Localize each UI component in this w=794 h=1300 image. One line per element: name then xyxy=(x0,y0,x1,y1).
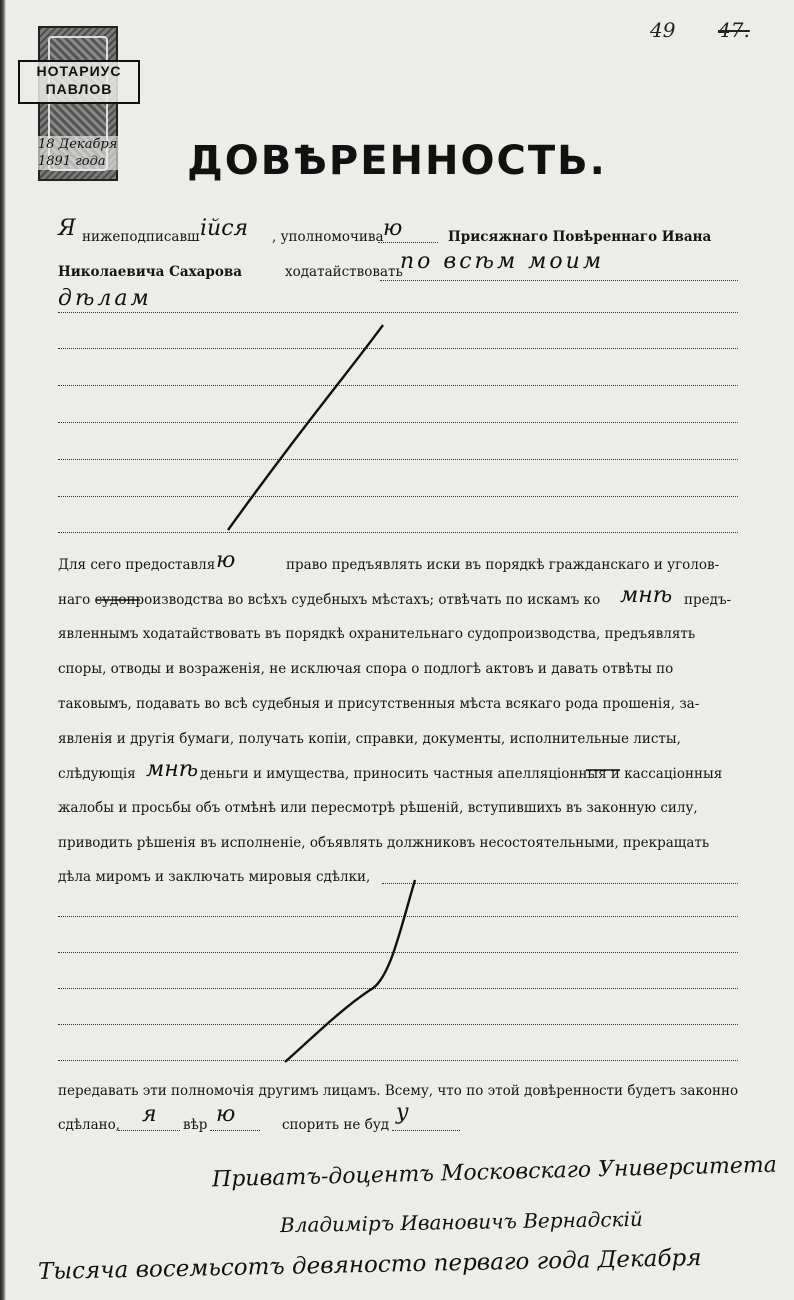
closing-row-1: передавать эти полномочія другимъ лицамъ. Всему, что по этой довѣренности будетъ законно xyxy=(58,1083,739,1099)
body-row-9: приводить рѣшенія въ исполненіе, объявлять должниковъ несостоятельными, прекращать xyxy=(58,835,710,851)
body-row-1-hand: ю xyxy=(216,548,236,573)
hand-lo: ю xyxy=(383,216,403,241)
hand-cases-1: по всѣм моим xyxy=(400,249,605,274)
body-row-2a: наго судопроизводства во всѣхъ судебныхъ мѣстахъ; отвѣчать по искамъ ко xyxy=(58,592,601,608)
notary-stamp-line1: НОТАРИУС xyxy=(36,63,122,79)
attorney-name-2: Николаевича Сахарова xyxy=(58,264,242,280)
archive-number-old: 47. xyxy=(718,18,750,42)
signature-date-line: Тысяча восемьсотъ девяносто перваго года Декабря xyxy=(37,1245,702,1285)
text-upolnomochiva: , уполномочива xyxy=(272,229,384,245)
body-row-7-hand: мнѣ xyxy=(146,757,199,782)
closing-hand-3: у xyxy=(396,1100,409,1125)
body-row-10: дѣла миромъ и заключать мировыя сдѣлки, xyxy=(58,869,371,885)
body-row-1b: право предъявлять иски въ порядкѣ гражданскаго и уголов- xyxy=(286,557,720,573)
body-row-2-hand: мнѣ xyxy=(620,583,673,608)
text-khodataystvovat: ходатайствовать xyxy=(285,264,403,280)
closing-row-2b: вѣр xyxy=(183,1117,208,1133)
stamp-date-line2: 1891 года xyxy=(38,154,106,169)
cancel-stroke-lower xyxy=(285,880,415,1062)
closing-hand-2: ю xyxy=(216,1102,236,1127)
closing-row-2a: сдѣлано, xyxy=(58,1117,121,1133)
signature-name: Владиміръ Ивановичъ Вернадскій xyxy=(279,1206,643,1238)
attorney-name-1: Присяжнаго Повѣреннаго Ивана xyxy=(448,229,712,245)
body-row-5: таковымъ, подавать во всѣ судебныя и присутственныя мѣста всякаго рода прошенія, за- xyxy=(58,696,700,712)
body-row-1a: Для сего предоставля xyxy=(58,557,216,573)
hand-ya: Я xyxy=(58,216,76,241)
body-row-2b: предъ- xyxy=(684,592,732,608)
body-row-4: споры, отводы и возраженія, не исключая спора о подлогѣ актовъ и давать отвѣты по xyxy=(58,661,674,677)
body-row-3: явленнымъ ходатайствовать въ порядкѣ охранительнаго судопроизводства, предъявлять xyxy=(58,626,696,642)
body-row-7b: деньги и имущества, приносить частныя апелляціонныя и кассаціонныя xyxy=(200,766,723,782)
closing-hand-1: я xyxy=(142,1102,157,1127)
stamp-date-line1: 18 Декабря xyxy=(38,137,118,152)
cancel-stroke-upper xyxy=(228,325,383,530)
text-nizhepodpisav: нижеподписавш xyxy=(82,229,200,245)
hand-cases-2: дѣлам xyxy=(58,286,152,311)
archive-number: 49 xyxy=(650,18,676,42)
body-row-6: явленія и другія бумаги, получать копіи, справки, документы, исполнительные листы, xyxy=(58,731,681,747)
closing-row-2c: спорить не буд xyxy=(282,1117,390,1133)
signature-title: Приватъ-доцентъ Московскаго Университета xyxy=(211,1152,778,1193)
notary-stamp-line2: ПАВЛОВ xyxy=(45,81,113,97)
document-title: ДОВѢРЕННОСТЬ. xyxy=(187,138,607,184)
hand-ending: ійся xyxy=(200,216,249,241)
body-row-8: жалобы и просьбы объ отмѣнѣ или пересмотрѣ рѣшеній, вступившихъ въ законную силу, xyxy=(58,800,698,816)
body-row-7a: слѣдующія xyxy=(58,766,136,782)
